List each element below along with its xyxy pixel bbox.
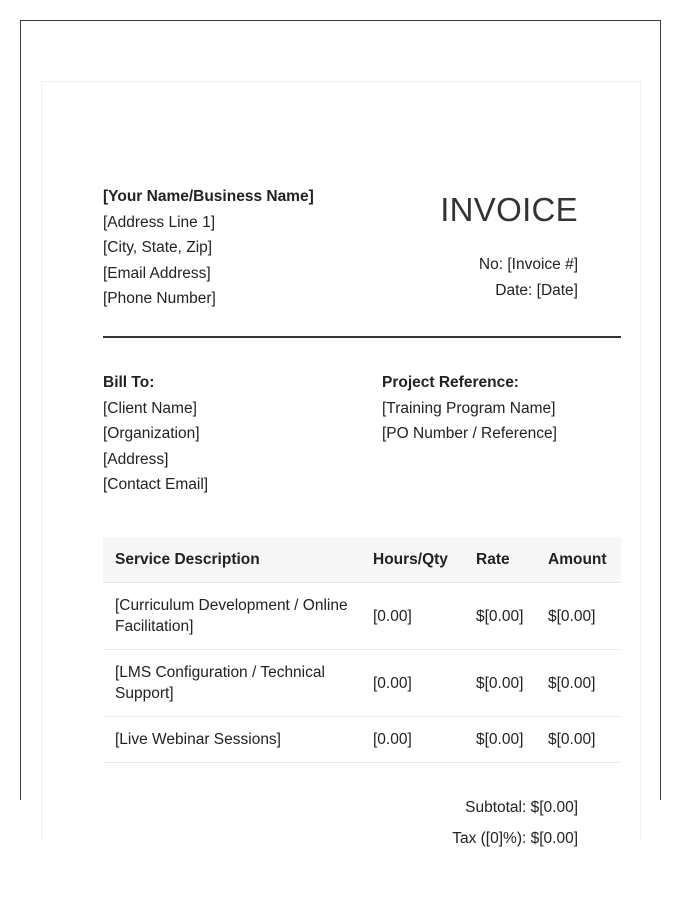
totals-block [452, 792, 578, 854]
sender-name: [Your Name/Business Name] [103, 188, 314, 205]
cell-qty: [0.00] [361, 650, 464, 717]
cell-description: [Live Webinar Sessions] [103, 717, 361, 763]
cell-qty: [0.00] [361, 583, 464, 650]
header-amount: Amount [536, 537, 621, 583]
invoice-date: Date: [Date] [495, 281, 578, 299]
client-organization: [Organization] [103, 425, 200, 442]
document-frame [20, 20, 661, 847]
invoice-sheet [41, 81, 641, 847]
invoice-meta [479, 252, 578, 303]
client-name: [Client Name] [103, 399, 197, 417]
cell-description: [Curriculum Development / Online Facilitation] [103, 583, 361, 650]
bill-to-block [103, 370, 208, 498]
project-reference-block [382, 370, 557, 447]
po-number: [PO Number / Reference] [382, 425, 557, 442]
table-row [103, 650, 621, 717]
client-email: [Contact Email] [103, 476, 209, 493]
sender-block [103, 184, 314, 312]
sender-address-line: [Address Line 1] [103, 213, 216, 231]
training-program-name: [Training Program Name] [382, 399, 556, 417]
subtotal: Subtotal: $[0.00] [465, 799, 578, 816]
sender-email: [Email Address] [103, 264, 211, 282]
cell-rate: $[0.00] [464, 650, 536, 717]
header-service-description: Service Description [103, 537, 361, 583]
line-items-table [103, 537, 621, 763]
sender-city-state-zip: [City, State, Zip] [103, 239, 213, 256]
cell-rate: $[0.00] [464, 717, 536, 763]
sender-phone: [Phone Number] [103, 290, 216, 307]
cell-amount: $[0.00] [536, 717, 621, 763]
tax: Tax ([0]%): $[0.00] [452, 830, 578, 847]
table-row [103, 583, 621, 650]
project-reference-heading: Project Reference: [382, 374, 519, 391]
invoice-number: No: [Invoice #] [478, 256, 578, 273]
invoice-title: INVOICE [440, 191, 578, 228]
cell-amount: $[0.00] [536, 650, 621, 717]
table-header-row [103, 537, 621, 583]
cell-rate: $[0.00] [464, 583, 536, 650]
client-address: [Address] [103, 450, 169, 468]
cell-amount: $[0.00] [536, 583, 621, 650]
header-hours-qty: Hours/Qty [361, 537, 464, 583]
table-row [103, 717, 621, 763]
header-divider [103, 336, 621, 338]
bill-to-heading: Bill To: [103, 374, 155, 391]
cell-description: [LMS Configuration / Technical Support] [103, 650, 361, 717]
cell-qty: [0.00] [361, 717, 464, 763]
header-rate: Rate [464, 537, 536, 583]
